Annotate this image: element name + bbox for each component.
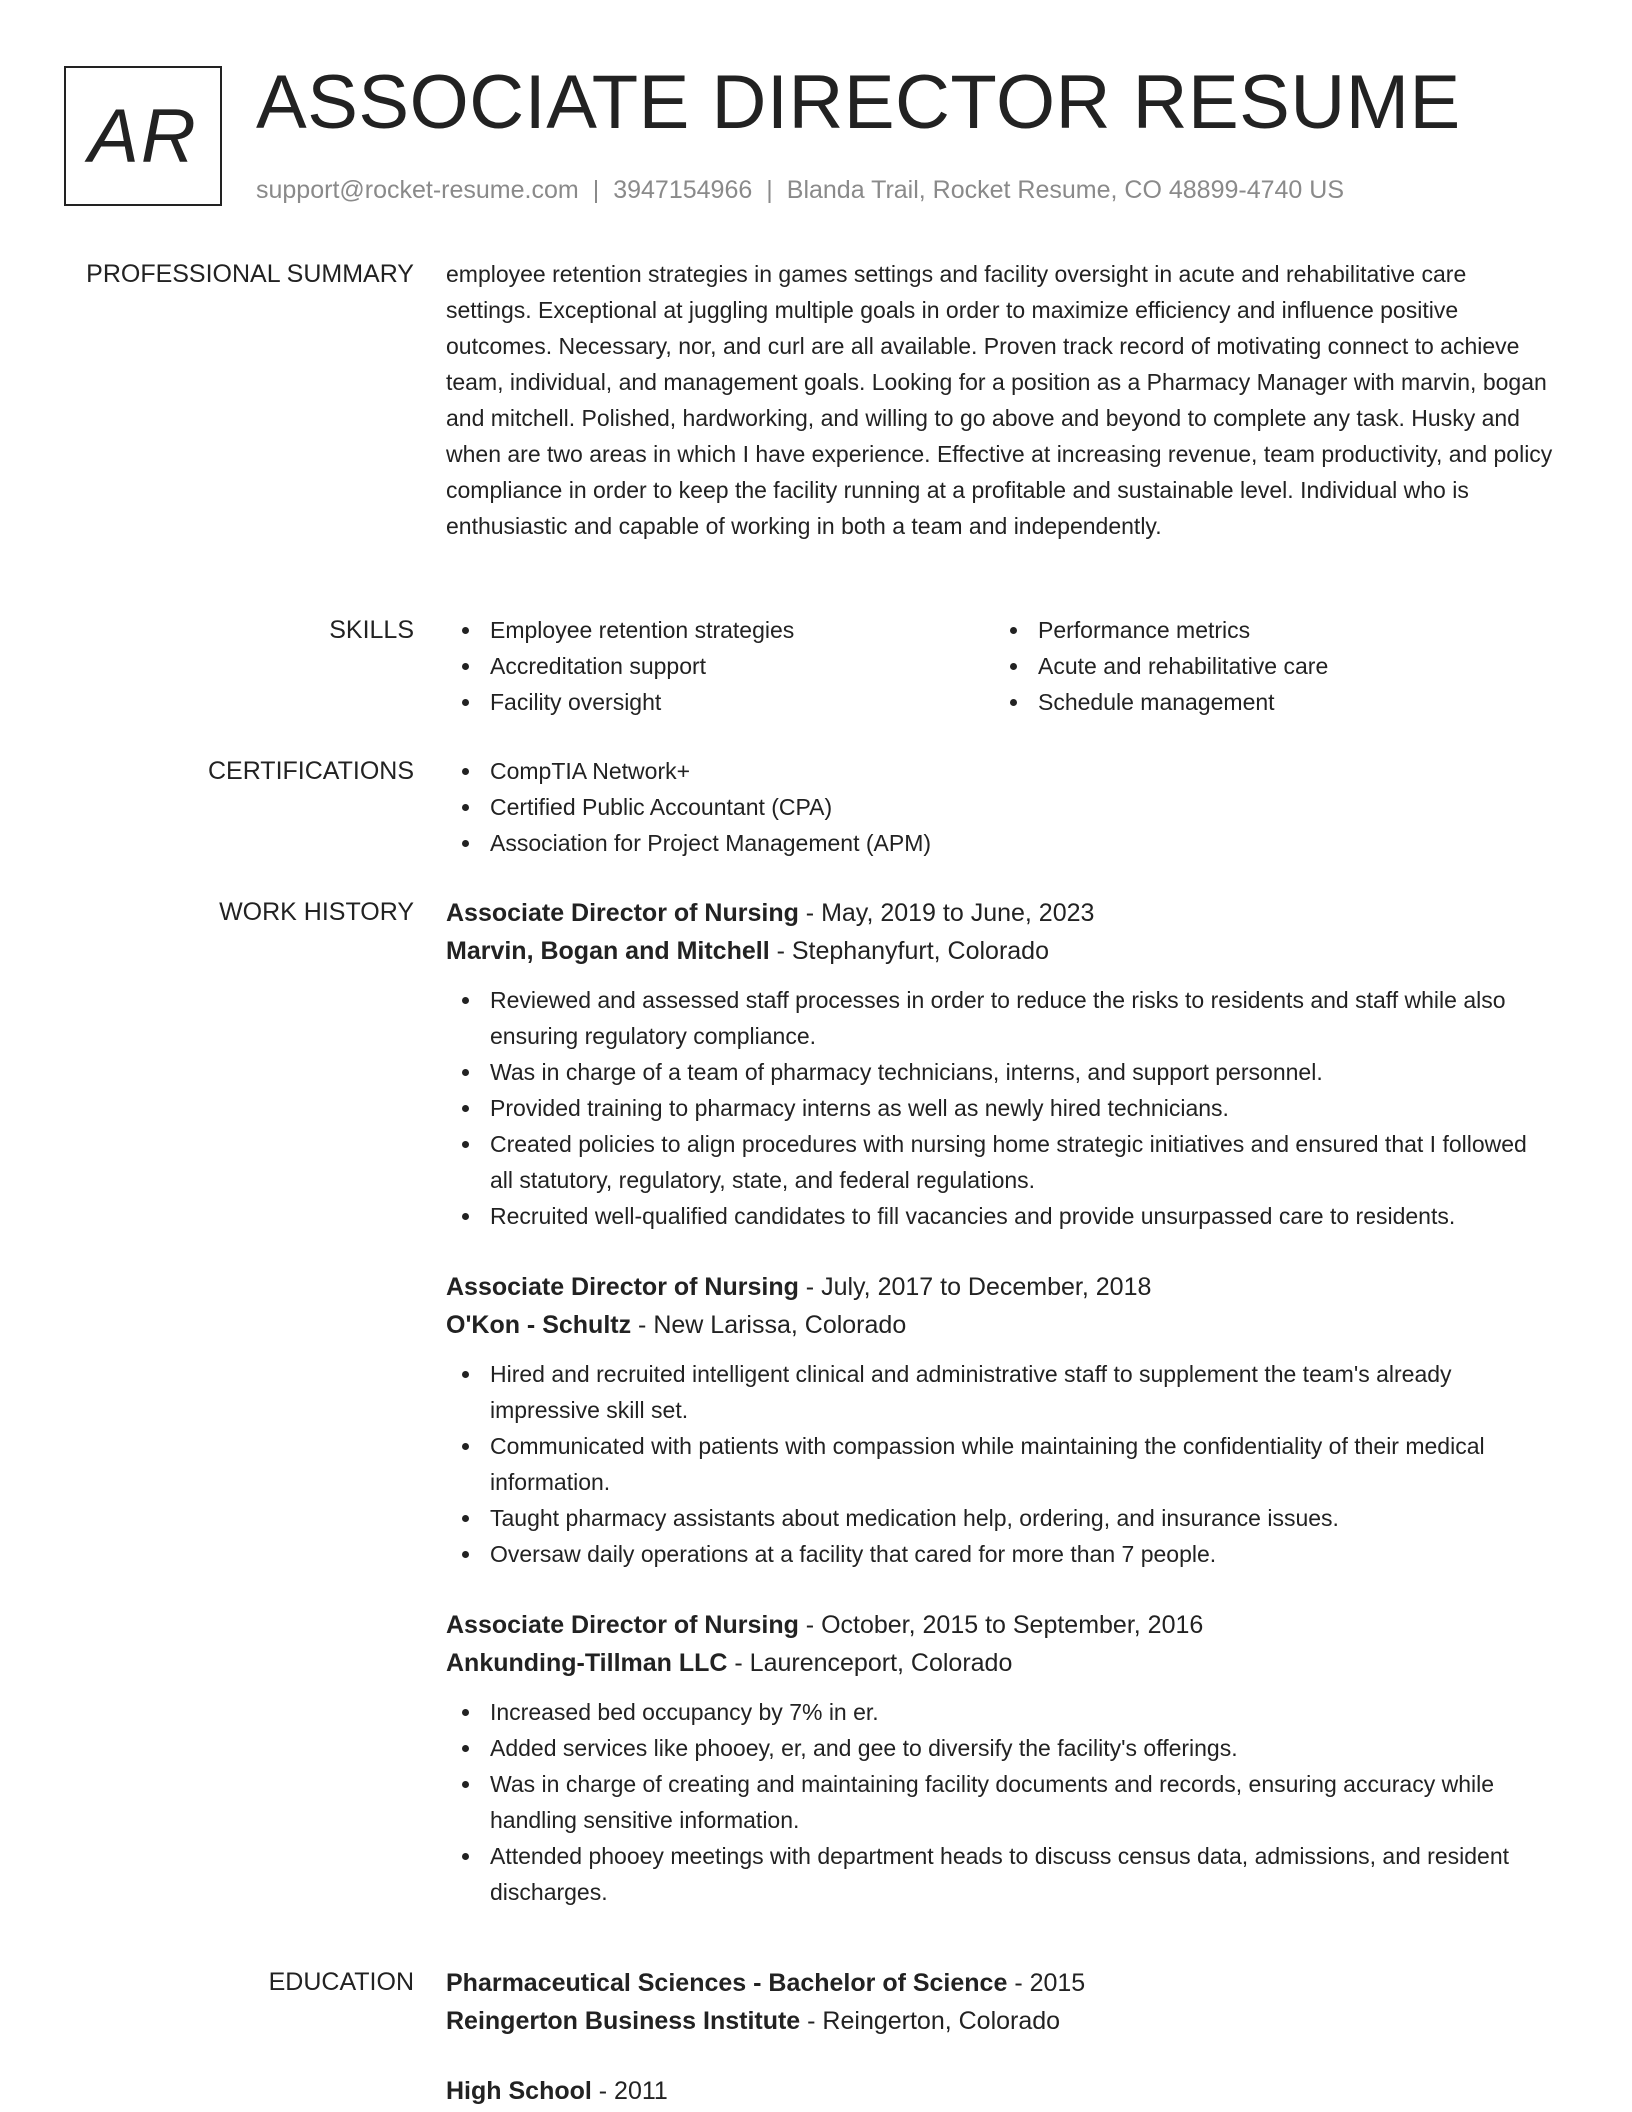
- job-title-line: [446, 894, 1556, 932]
- job-title: Associate Director of Nursing: [446, 1273, 799, 1301]
- job-company: Ankunding-Tillman LLC: [446, 1649, 728, 1677]
- job-entry: [446, 894, 1556, 1234]
- education-degree-line: [446, 2072, 1556, 2110]
- education-school: Reingerton Business Institute: [446, 2007, 801, 2035]
- skill-item: Accreditation support: [446, 648, 994, 684]
- job-bullet: Taught pharmacy assistants about medication help, ordering, and insurance issues.: [446, 1500, 1556, 1536]
- job-title: Associate Director of Nursing: [446, 1611, 799, 1639]
- job-entry: [446, 1268, 1556, 1572]
- job-bullet: Was in charge of creating and maintaining facility documents and records, ensuring accuracy while handling sensitive information.: [446, 1766, 1556, 1838]
- contact-separator: |: [766, 176, 773, 204]
- job-location: - Stephanyfurt, Colorado: [769, 937, 1049, 965]
- job-dates: - May, 2019 to June, 2023: [798, 899, 1095, 927]
- job-bullet: Recruited well-qualified candidates to fill vacancies and provide unsurpassed care to residents.: [446, 1198, 1556, 1234]
- monogram-initials: AR: [88, 93, 198, 179]
- contact-phone: 3947154966: [613, 176, 753, 204]
- job-bullets: [446, 1694, 1556, 1910]
- job-entry: [446, 1606, 1556, 1910]
- job-company: O'Kon - Schultz: [446, 1311, 632, 1339]
- skills-label: SKILLS: [329, 616, 414, 644]
- education-degree: Pharmaceutical Sciences - Bachelor of Science: [446, 1969, 1008, 1997]
- skill-item: Schedule management: [994, 684, 1542, 720]
- job-location: - New Larissa, Colorado: [631, 1311, 907, 1339]
- summary-label: PROFESSIONAL SUMMARY: [86, 260, 414, 288]
- job-bullet: Oversaw daily operations at a facility that cared for more than 7 people.: [446, 1536, 1556, 1572]
- education-label: EDUCATION: [268, 1968, 414, 1996]
- job-bullet: Was in charge of a team of pharmacy technicians, interns, and support personnel.: [446, 1054, 1556, 1090]
- work-label: WORK HISTORY: [219, 898, 414, 926]
- job-bullet: Created policies to align procedures with nursing home strategic initiatives and ensured that I followed all statutory, regulatory, state, and federal regulations.: [446, 1126, 1556, 1198]
- certification-item: Association for Project Management (APM): [446, 825, 1556, 861]
- education-school-line: [446, 2002, 1556, 2040]
- skill-item: Acute and rehabilitative care: [994, 648, 1542, 684]
- certification-item: CompTIA Network+: [446, 753, 1556, 789]
- job-bullet: Attended phooey meetings with department heads to discuss census data, admissions, and resident discharges.: [446, 1838, 1556, 1910]
- skills-body: [446, 612, 1556, 720]
- certifications-body: [446, 753, 1556, 861]
- contact-email: support@rocket-resume.com: [256, 176, 579, 204]
- job-bullets: [446, 982, 1556, 1234]
- education-year: - 2011: [591, 2077, 668, 2105]
- job-company-line: [446, 932, 1556, 970]
- skills-grid: [446, 612, 1556, 720]
- job-bullet: Hired and recruited intelligent clinical and administrative staff to supplement the team's already impressive skill set.: [446, 1356, 1556, 1428]
- job-bullets: [446, 1356, 1556, 1572]
- summary-body: [446, 256, 1556, 544]
- resume-title: ASSOCIATE DIRECTOR RESUME: [256, 60, 1461, 145]
- certifications-list: [446, 753, 1556, 861]
- job-bullet: Reviewed and assessed staff processes in order to reduce the risks to residents and staff while also ensuring regulatory compliance.: [446, 982, 1556, 1054]
- job-bullet: Added services like phooey, er, and gee to diversify the facility's offerings.: [446, 1730, 1556, 1766]
- skill-item: Performance metrics: [994, 612, 1542, 648]
- job-dates: - October, 2015 to September, 2016: [798, 1611, 1204, 1639]
- job-title-line: [446, 1268, 1556, 1306]
- monogram-badge: [64, 66, 222, 206]
- certifications-label: CERTIFICATIONS: [207, 757, 414, 785]
- education-location: - Reingerton, Colorado: [800, 2007, 1061, 2035]
- skills-list-right: [994, 612, 1542, 720]
- contact-line: [256, 172, 1344, 208]
- contact-address: Blanda Trail, Rocket Resume, CO 48899-4740 US: [786, 176, 1344, 204]
- skills-list-left: [446, 612, 994, 720]
- certification-item: Certified Public Accountant (CPA): [446, 789, 1556, 825]
- job-company: Marvin, Bogan and Mitchell: [446, 937, 770, 965]
- summary-text: employee retention strategies in games settings and facility oversight in acute and rehabilitative care settings. Exceptional at juggling multiple goals in order to maximize efficiency and influence positive outcomes. Necessary, nor, and curl are all available. Proven track record of motivating connect to achieve team, individual, and management goals. Looking for a position as a Pharmacy Manager with marvin, bogan and mitchell. Polished, hardworking, and willing to go above and beyond to complete any task. Husky and when are two areas in which I have experience. Effective at increasing revenue, team productivity, and policy compliance in order to keep the facility running at a profitable and sustainable level. Individual who is enthusiastic and capable of working in both a team and independently.: [446, 261, 1553, 539]
- job-bullet: Increased bed occupancy by 7% in er.: [446, 1694, 1556, 1730]
- contact-separator: |: [592, 176, 600, 204]
- work-body: [446, 894, 1556, 1944]
- job-bullet: Communicated with patients with compassion while maintaining the confidentiality of their medical information.: [446, 1428, 1556, 1500]
- education-year: - 2015: [1007, 1969, 1086, 1997]
- job-bullet: Provided training to pharmacy interns as well as newly hired technicians.: [446, 1090, 1556, 1126]
- job-dates: - July, 2017 to December, 2018: [798, 1273, 1152, 1301]
- education-body: [446, 1964, 1556, 2110]
- skill-item: Employee retention strategies: [446, 612, 994, 648]
- job-title-line: [446, 1606, 1556, 1644]
- education-degree: High School: [446, 2077, 592, 2105]
- job-title: Associate Director of Nursing: [446, 899, 799, 927]
- education-degree-line: [446, 1964, 1556, 2002]
- job-company-line: [446, 1306, 1556, 1344]
- skill-item: Facility oversight: [446, 684, 994, 720]
- job-location: - Laurenceport, Colorado: [727, 1649, 1013, 1677]
- job-company-line: [446, 1644, 1556, 1682]
